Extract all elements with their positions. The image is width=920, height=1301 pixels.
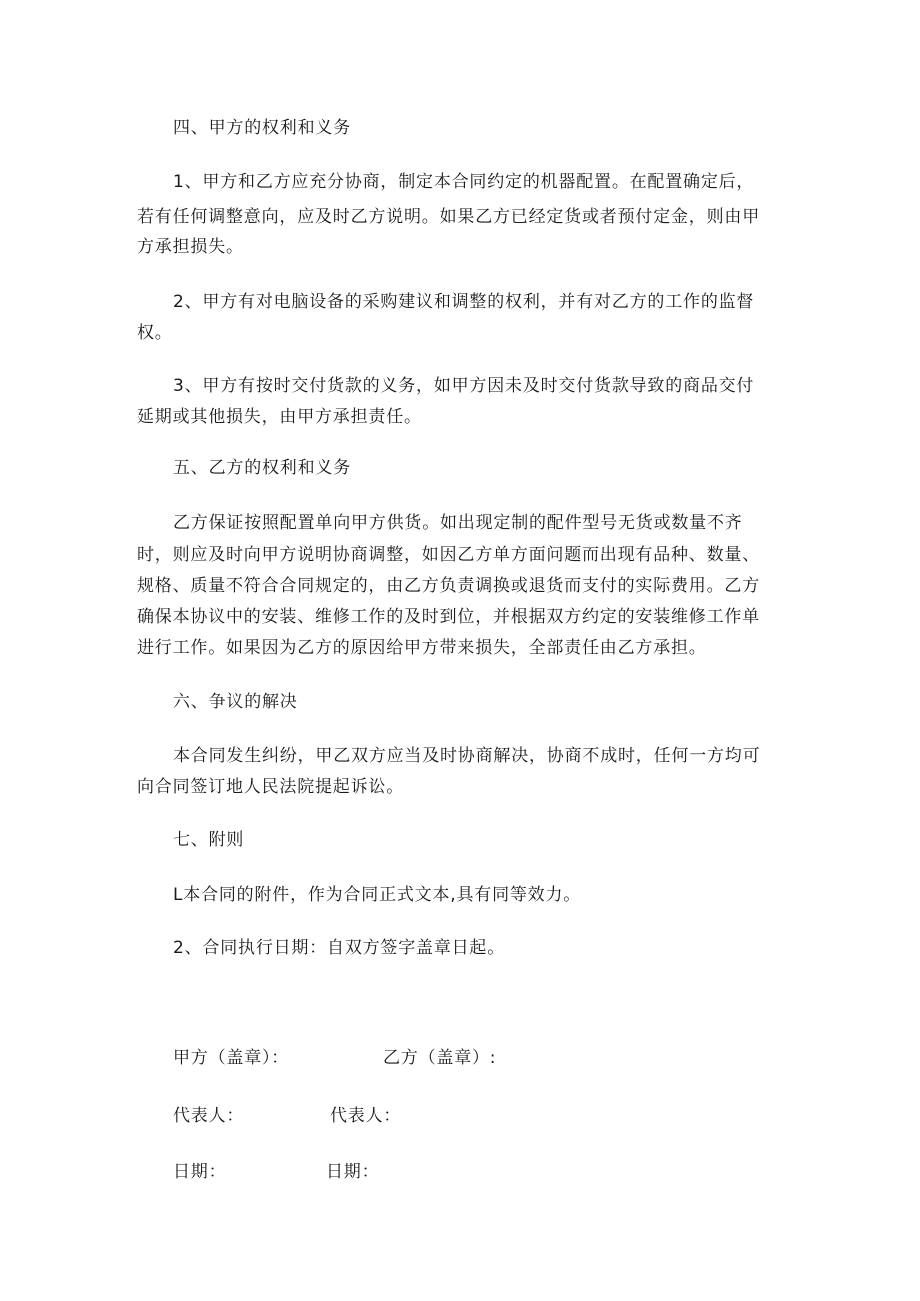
section-4-item-2-line-2: 权。 <box>137 323 173 343</box>
section-4-item-2-line-1: 2、甲方有对电脑设备的采购建议和调整的权利，并有对乙方的工作的监督 <box>173 292 755 312</box>
section-5-body-line-1: 乙方保证按照配置单向甲方供货。如出现定制的配件型号无货或数量不齐 <box>173 513 743 533</box>
section-7-item-2: 2、合同执行日期：自双方签字盖章日起。 <box>173 938 506 958</box>
section-6-body-line-2: 向合同签订地人民法院提起诉讼。 <box>137 777 404 797</box>
section-7-item-1: L本合同的附件，作为合同正式文本,具有同等效力。 <box>173 885 582 905</box>
section-6-body-line-1: 本合同发生纠纷，甲乙双方应当及时协商解决，协商不成时，任何一方均可 <box>173 746 761 766</box>
section-5-body-line-3: 规格、质量不符合合同规定的，由乙方负责调换或退货而支付的实际费用。乙方 <box>137 576 760 596</box>
section-4-item-1-line-2: 若有任何调整意向，应及时乙方说明。如果乙方已经定货或者预付定金，则由甲 <box>137 207 760 227</box>
section-4-item-3-line-1: 3、甲方有按时交付货款的义务，如甲方因未及时交付货款导致的商品交付 <box>173 376 755 396</box>
party-b-seal-label: 乙方（盖章）: <box>383 1048 497 1068</box>
section-7-heading: 七、附则 <box>173 830 245 850</box>
party-b-representative-label: 代表人： <box>330 1106 402 1126</box>
section-6-heading: 六、争议的解决 <box>173 692 298 712</box>
section-4-item-3-line-2: 延期或其他损失，由甲方承担责任。 <box>137 407 422 427</box>
section-4-item-1-line-1: 1、甲方和乙方应充分协商，制定本合同约定的机器配置。在配置确定后， <box>173 172 755 192</box>
party-a-representative-label: 代表人： <box>173 1106 245 1126</box>
party-a-seal-label: 甲方（盖章）： <box>173 1048 290 1068</box>
section-5-body-line-2: 时，则应及时向甲方说明协商调整，如因乙方单方面问题而出现有品种、数量、 <box>137 545 760 565</box>
section-5-body-line-4: 确保本协议中的安装、维修工作的及时到位，并根据双方约定的安装维修工作单 <box>137 607 760 627</box>
section-4-item-1-line-3: 方承担损失。 <box>137 237 244 257</box>
section-5-heading: 五、乙方的权利和义务 <box>173 458 351 478</box>
party-a-date-label: 日期： <box>173 1162 227 1182</box>
party-b-date-label: 日期： <box>326 1162 380 1182</box>
section-4-heading: 四、甲方的权利和义务 <box>173 118 351 138</box>
section-5-body-line-5: 进行工作。如果因为乙方的原因给甲方带来损失，全部责任由乙方承担。 <box>137 638 707 658</box>
